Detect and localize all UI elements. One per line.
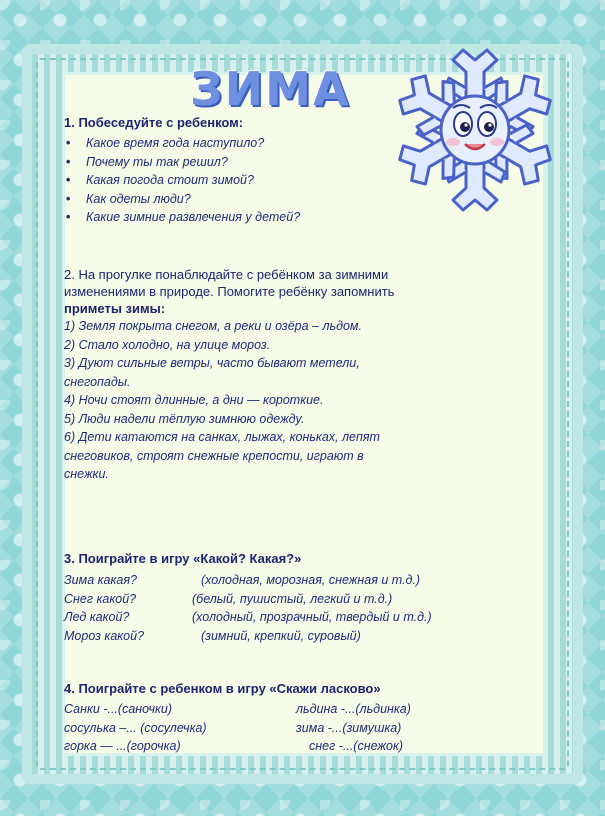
sign-line: 6) Дети катаются на санках, лыжах, коньках, лепят <box>64 430 380 444</box>
section-conversation <box>64 114 300 227</box>
game-which-table <box>64 571 534 645</box>
row-right: зима -...(зимушка) <box>296 720 402 735</box>
row-question: Зима какая? <box>64 573 137 587</box>
table-row <box>64 590 534 609</box>
row-right: льдина -...(льдинка) <box>296 702 411 716</box>
row-question: Снег какой? <box>64 591 137 606</box>
question-list <box>64 134 300 227</box>
row-question: Мороз какой? <box>64 628 145 643</box>
section-observation <box>64 266 504 484</box>
table-row <box>64 737 534 756</box>
list-item: • Какая погода стоит зимой? <box>64 171 300 190</box>
list-item: • Почему ты так решил? <box>64 153 300 172</box>
table-row <box>64 608 534 627</box>
table-row <box>64 627 534 646</box>
row-answer: (холодный, прозрачный, твердый и т.д.) <box>192 610 432 624</box>
section4-heading: 4. Поиграйте с ребенком в игру «Скажи ласково» <box>64 681 381 696</box>
row-left: горка — ...(горочка) <box>64 739 181 753</box>
row-answer: (белый, пушистый, легкий и т.д.) <box>192 591 393 606</box>
list-item: • Какое время года наступило? <box>64 134 300 153</box>
section3-heading: 3. Поиграйте в игру «Какой? Какая?» <box>64 551 302 566</box>
section2-heading-line3: приметы зимы: <box>64 301 166 316</box>
table-row <box>64 700 534 719</box>
row-answer: (зимний, крепкий, суровый) <box>201 628 361 643</box>
row-left: Санки -...(саночки) <box>64 702 173 716</box>
sign-line: 1) Земля покрыта снегом, а реки и озёра – льдом. <box>64 319 362 333</box>
sign-line: 3) Дуют сильные ветры, часто бывают метели, <box>64 356 360 370</box>
row-left: сосулька –... (сосулечка) <box>64 720 207 735</box>
sign-line: 4) Ночи стоят длинные, а дни — короткие. <box>64 393 324 407</box>
sign-line: снегопады. <box>64 374 131 389</box>
section2-heading-line2: изменениями в природе. Помогите ребёнку запомнить <box>64 284 395 299</box>
row-answer: (холодная, морозная, снежная и т.д.) <box>201 573 421 587</box>
snowflake-mascot-icon <box>382 30 568 230</box>
sign-line: снежки. <box>64 467 109 481</box>
section2-heading-line1: 2. На прогулке понаблюдайте с ребёнком за зимними <box>64 267 389 282</box>
page-title: ЗИМА <box>190 62 351 116</box>
table-row <box>64 571 534 590</box>
game-kind-table <box>64 700 534 756</box>
table-row <box>64 719 534 738</box>
row-question: Лед какой? <box>64 610 130 624</box>
sign-line: 2) Стало холодно, на улице мороз. <box>64 337 271 352</box>
row-right: снег -...(снежок) <box>309 739 404 753</box>
section-game-which <box>64 550 534 645</box>
sign-line: 5) Люди надели тёплую зимнюю одежду. <box>64 411 305 426</box>
list-item: • Какие зимние развлечения у детей? <box>64 208 300 227</box>
sign-line: снеговиков, строят снежные крепости, играют в <box>64 448 364 463</box>
section1-heading: 1. Побеседуйте с ребенком: <box>64 115 244 130</box>
section-game-kind <box>64 680 534 756</box>
list-item: • Как одеты люди? <box>64 190 300 209</box>
